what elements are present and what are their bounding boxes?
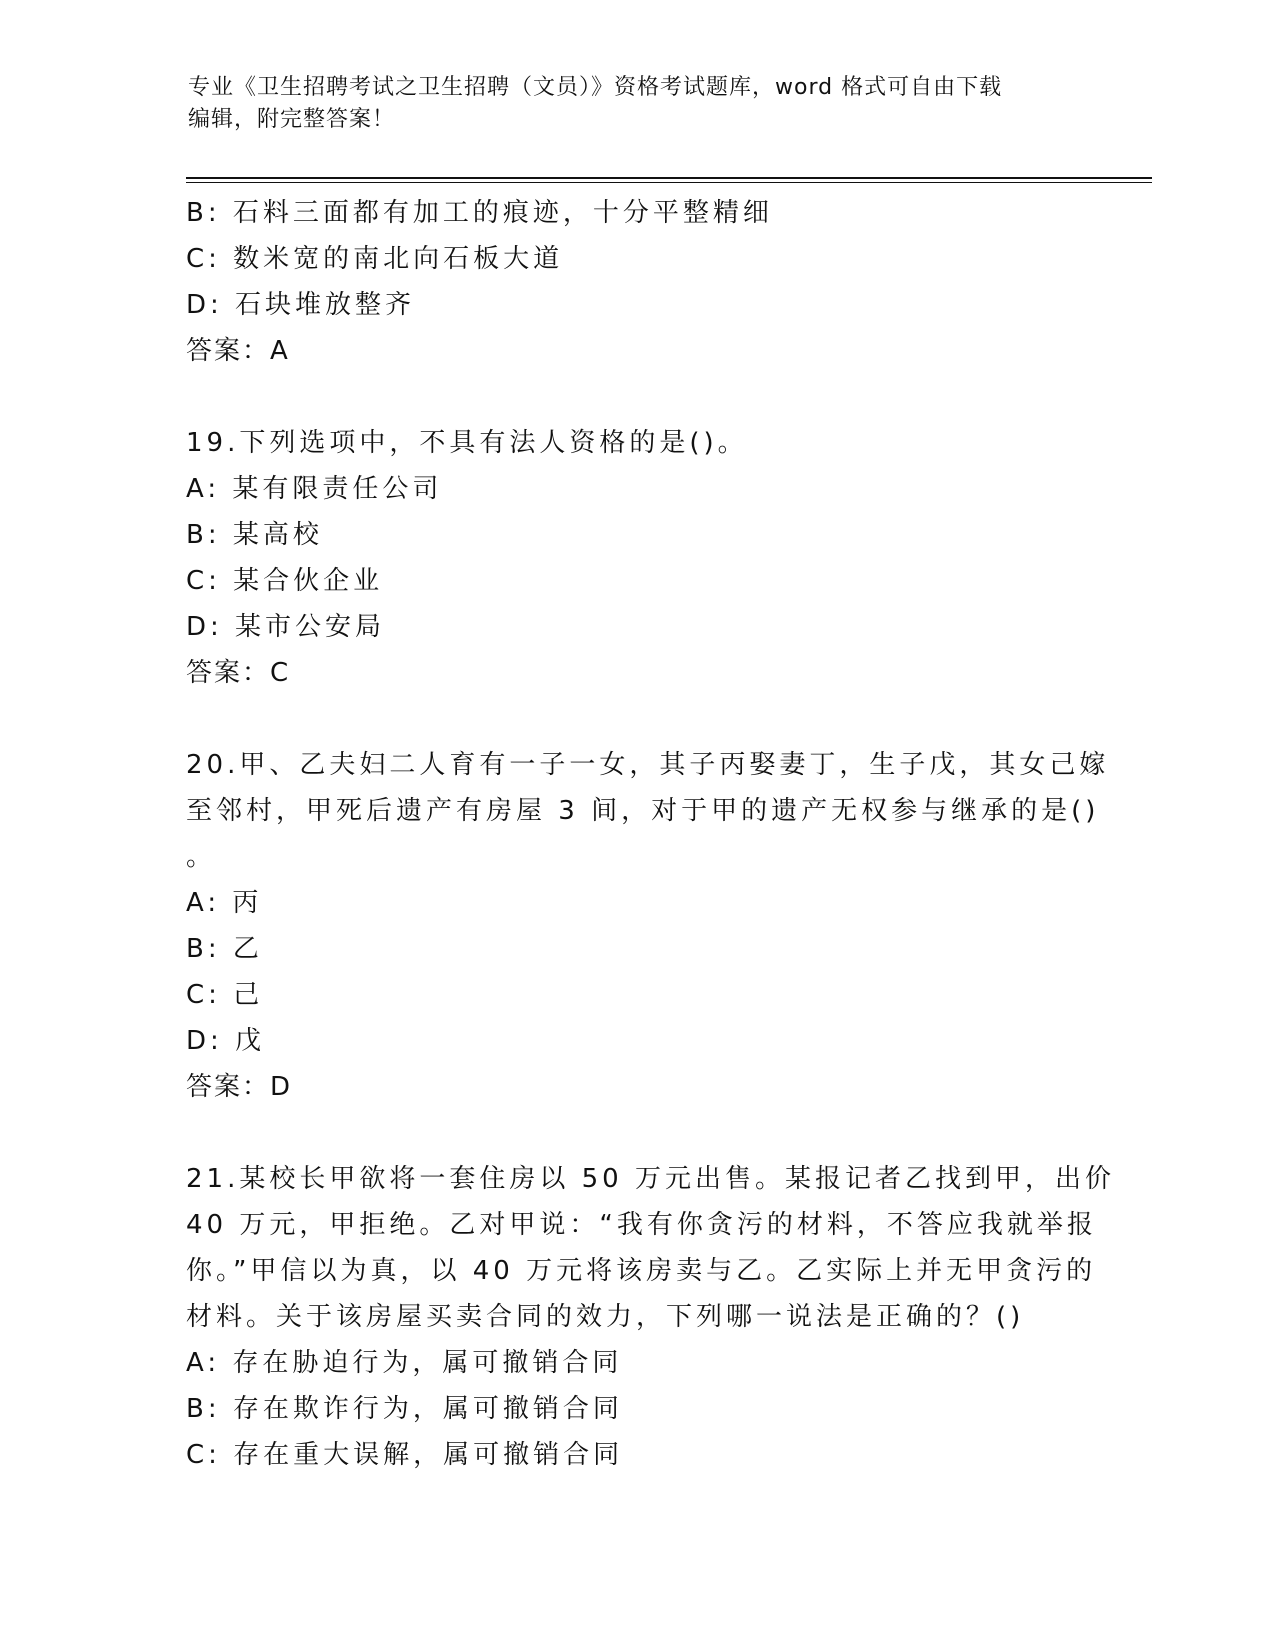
header-line-2: 编辑，附完整答案！ <box>188 107 396 132</box>
option-b: B: 存在欺诈行为，属可撤销合同 <box>186 1394 623 1424</box>
document-header <box>188 72 1068 136</box>
question-18 <box>186 190 1086 374</box>
option-b: B: 石料三面都有加工的痕迹，十分平整精细 <box>186 198 773 228</box>
answer: 答案：A <box>186 336 290 366</box>
option-b: B: 乙 <box>186 934 263 964</box>
question-text: 19.下列选项中，不具有法人资格的是()。 <box>186 428 748 458</box>
answer: 答案：C <box>186 658 291 688</box>
option-c: C: 数米宽的南北向石板大道 <box>186 244 564 274</box>
option-c: C: 某合伙企业 <box>186 566 384 596</box>
answer: 答案：D <box>186 1072 293 1102</box>
option-d: D: 某市公安局 <box>186 612 386 642</box>
option-d: D: 戊 <box>186 1026 266 1056</box>
question-text-line-2: 至邻村，甲死后遗产有房屋 3 间，对于甲的遗产无权参与继承的是() <box>186 796 1100 826</box>
spacer <box>186 374 1086 420</box>
option-c: C: 存在重大误解，属可撤销合同 <box>186 1440 624 1470</box>
question-text-line-2: 40 万元，甲拒绝。乙对甲说：“我有你贪污的材料，不答应我就举报 <box>186 1210 1097 1240</box>
option-a: A: 丙 <box>186 888 263 918</box>
header-divider-thin <box>186 182 1152 183</box>
question-list <box>186 190 1115 1478</box>
question-20 <box>186 742 1110 1110</box>
question-text-line-4: 材料。关于该房屋买卖合同的效力，下列哪一说法是正确的？() <box>186 1302 1025 1332</box>
header-divider-thick <box>186 177 1152 179</box>
spacer <box>186 696 1086 742</box>
question-text-line-1: 21.某校长甲欲将一套住房以 50 万元出售。某报记者乙找到甲，出价 <box>186 1164 1115 1194</box>
option-b: B: 某高校 <box>186 520 323 550</box>
spacer <box>186 1110 1086 1156</box>
option-d: D: 石块堆放整齐 <box>186 290 416 320</box>
option-c: C: 己 <box>186 980 264 1010</box>
option-a: A: 某有限责任公司 <box>186 474 443 504</box>
header-line-1: 专业《卫生招聘考试之卫生招聘（文员）》资格考试题库，word 格式可自由下载 <box>188 75 1003 100</box>
question-text-line-3: 你。”甲信以为真，以 40 万元将该房卖与乙。乙实际上并无甲贪污的 <box>186 1256 1097 1286</box>
question-21 <box>186 1156 1115 1478</box>
question-19 <box>186 420 1086 696</box>
question-text-line-3: 。 <box>186 842 217 872</box>
option-a: A: 存在胁迫行为，属可撤销合同 <box>186 1348 623 1378</box>
question-text-line-1: 20.甲、乙夫妇二人育有一子一女，其子丙娶妻丁，生子戊，其女己嫁 <box>186 750 1110 780</box>
